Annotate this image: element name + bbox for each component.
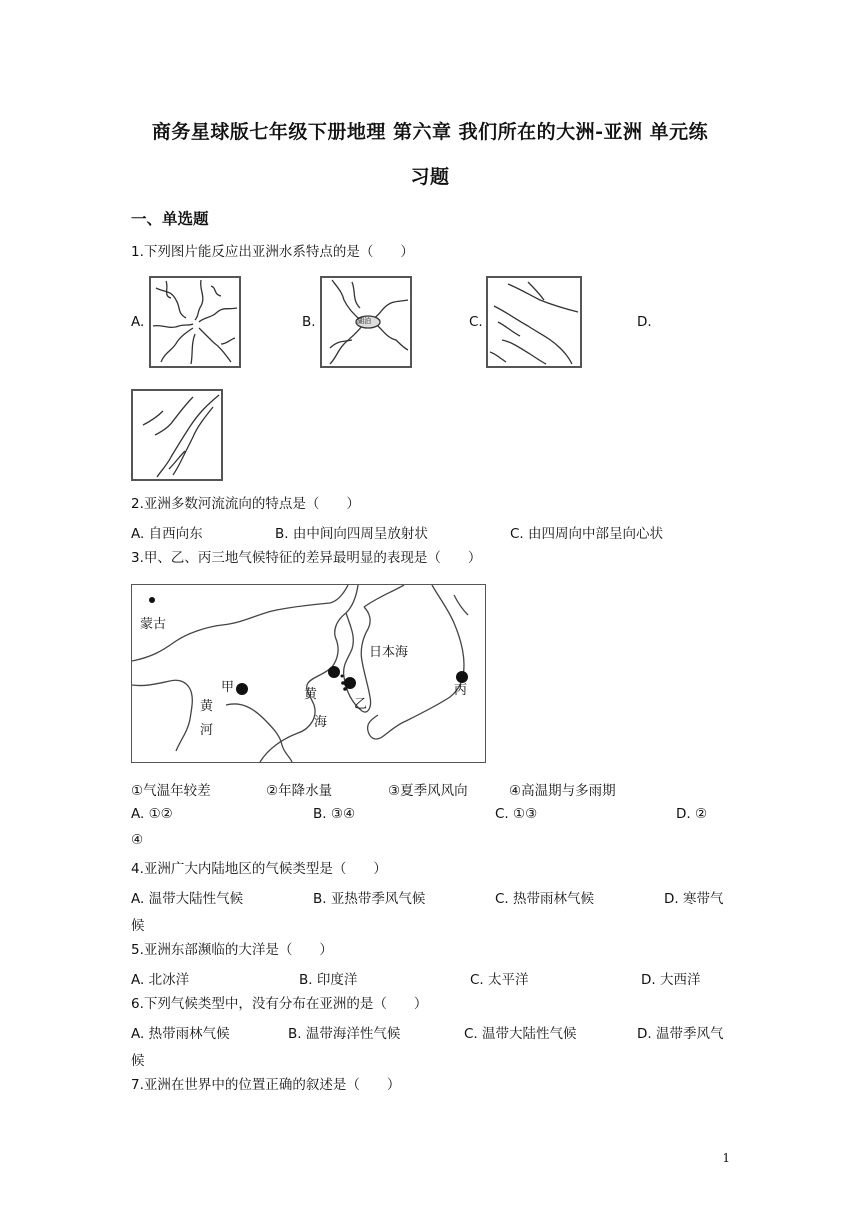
q1-option-a-label: A.: [131, 314, 145, 330]
q5-option-a[interactable]: A. 北冰洋: [131, 972, 190, 988]
q4-option-d-wrap: 候: [131, 918, 145, 934]
q3-option-d[interactable]: D. ②: [676, 806, 708, 822]
q5-option-d[interactable]: D. 大西洋: [641, 972, 701, 988]
q4-option-d[interactable]: D. 寒带气: [664, 891, 724, 907]
q6-option-d[interactable]: D. 温带季风气: [637, 1026, 724, 1042]
q6-option-d-wrap: 候: [131, 1053, 145, 1069]
q4-option-b[interactable]: B. 亚热带季风气候: [313, 891, 426, 907]
question-1-stem: 1.下列图片能反应出亚洲水系特点的是（ ）: [131, 244, 414, 260]
q1-map-b-lake: [320, 276, 412, 368]
q2-option-a[interactable]: A. 自西向东: [131, 526, 203, 542]
q3-east-asia-map: [131, 584, 486, 763]
label-yellow-river-2: 河: [200, 723, 214, 738]
q1-map-c-eastward: [486, 276, 582, 368]
q6-option-a[interactable]: A. 热带雨林气候: [131, 1026, 230, 1042]
label-mongolia: 蒙古: [140, 617, 167, 632]
question-7-stem: 7.亚洲在世界中的位置正确的叙述是（ ）: [131, 1077, 401, 1093]
document-title-line2: 习题: [410, 166, 450, 188]
q3-item-1: ①气温年较差: [131, 783, 211, 799]
q2-option-c[interactable]: C. 由四周向中部呈向心状: [510, 526, 664, 542]
q3-item-4: ④高温期与多雨期: [509, 783, 616, 799]
q3-item-2: ②年降水量: [266, 783, 333, 799]
label-yellow-sea-2: 海: [314, 715, 328, 730]
label-yellow-sea-1: 黄: [304, 687, 318, 702]
q3-option-a[interactable]: A. ①②: [131, 806, 173, 822]
q6-option-b[interactable]: B. 温带海洋性气候: [288, 1026, 401, 1042]
q3-option-d-wrap: ④: [131, 832, 144, 848]
q2-option-b[interactable]: B. 由中间向四周呈放射状: [275, 526, 428, 542]
q6-option-c[interactable]: C. 温带大陆性气候: [464, 1026, 577, 1042]
section-heading: 一、单选题: [131, 209, 209, 228]
q3-option-b[interactable]: B. ③④: [313, 806, 356, 822]
q5-option-b[interactable]: B. 印度洋: [299, 972, 358, 988]
q1-option-c-label: C.: [469, 314, 483, 330]
q3-option-c[interactable]: C. ①③: [495, 806, 538, 822]
question-4-stem: 4.亚洲广大内陆地区的气候类型是（ ）: [131, 861, 387, 877]
question-5-stem: 5.亚洲东部濒临的大洋是（ ）: [131, 942, 333, 958]
q1-map-d-southwest: [131, 389, 223, 481]
lake-label: 湖泊: [357, 317, 371, 325]
label-sea-of-japan: 日本海: [369, 645, 409, 660]
label-jia: 甲: [221, 680, 235, 695]
q1-map-a-centripetal: [149, 276, 241, 368]
question-3-stem: 3.甲、乙、丙三地气候特征的差异最明显的表现是（ ）: [131, 550, 482, 566]
q4-option-c[interactable]: C. 热带雨林气候: [495, 891, 595, 907]
q4-option-a[interactable]: A. 温带大陆性气候: [131, 891, 244, 907]
question-6-stem: 6.下列气候类型中，没有分布在亚洲的是（ ）: [131, 996, 428, 1012]
q3-item-3: ③夏季风风向: [388, 783, 468, 799]
question-2-stem: 2.亚洲多数河流流向的特点是（ ）: [131, 496, 360, 512]
label-bing: 丙: [454, 683, 468, 698]
label-yellow-river-1: 黄: [200, 699, 214, 714]
q1-option-b-label: B.: [302, 314, 316, 330]
q1-option-d-label: D.: [637, 314, 652, 330]
q5-option-c[interactable]: C. 太平洋: [470, 972, 529, 988]
page-number: 1: [722, 1151, 730, 1165]
label-yi: 乙: [354, 697, 368, 712]
document-title-line1: 商务星球版七年级下册地理 第六章 我们所在的大洲-亚洲 单元练: [151, 121, 709, 143]
